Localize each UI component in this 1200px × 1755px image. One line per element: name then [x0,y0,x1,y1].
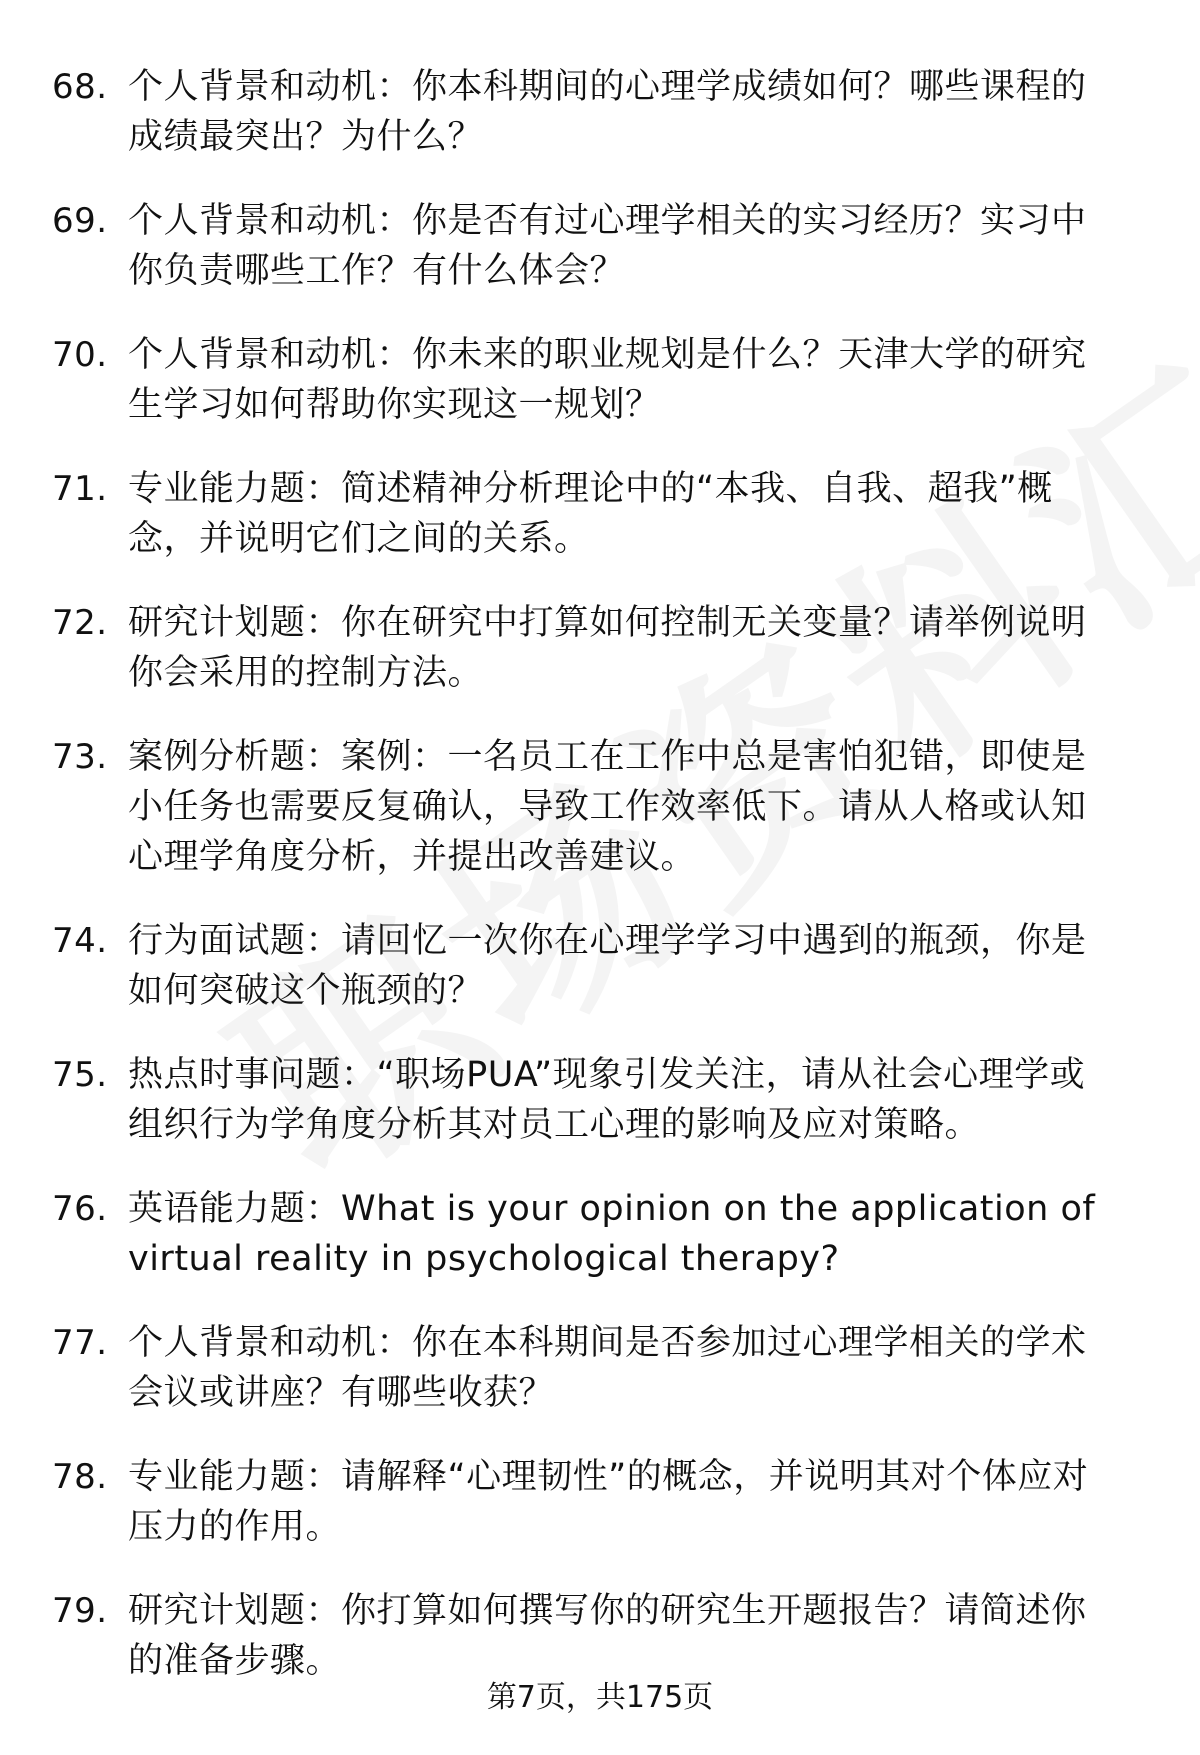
question-item [0,196,1200,296]
question-number: 69. [52,201,108,241]
question-item [0,732,1200,882]
question-item [0,1452,1200,1552]
question-text: 案例分析题：案例：一名员工在工作中总是害怕犯错，即使是小任务也需要反复确认，导致工作效率低下。请从人格或认知心理学角度分析，并提出改善建议。 [128,737,1087,877]
question-item [0,1184,1200,1284]
question-number: 79. [52,1591,108,1631]
question-number: 73. [52,737,108,777]
question-item [0,598,1200,698]
question-list [0,62,1200,1720]
question-item [0,1318,1200,1418]
question-text: 个人背景和动机：你在本科期间是否参加过心理学相关的学术会议或讲座？有哪些收获？ [128,1323,1087,1413]
question-text: 研究计划题：你打算如何撰写你的研究生开题报告？请简述你的准备步骤。 [128,1591,1087,1681]
question-number: 72. [52,603,108,643]
question-number: 75. [52,1055,108,1095]
question-text: 个人背景和动机：你是否有过心理学相关的实习经历？实习中你负责哪些工作？有什么体会？ [128,201,1087,291]
page-number-label: 第7页，共175页 [486,1680,714,1715]
question-text: 专业能力题：简述精神分析理论中的“本我、自我、超我”概念，并说明它们之间的关系。 [128,469,1053,559]
question-text: 个人背景和动机：你未来的职业规划是什么？天津大学的研究生学习如何帮助你实现这一规划？ [128,335,1087,425]
question-item [0,916,1200,1016]
question-number: 68. [52,67,108,107]
question-number: 76. [52,1189,108,1229]
question-number: 77. [52,1323,108,1363]
question-text: 专业能力题：请解释“心理韧性”的概念，并说明其对个体应对压力的作用。 [128,1457,1089,1547]
question-text: 行为面试题：请回忆一次你在心理学学习中遇到的瓶颈，你是如何突破这个瓶颈的？ [128,921,1087,1011]
question-number: 74. [52,921,108,961]
page-footer [0,1678,1200,1718]
question-text: 热点时事问题：“职场PUA”现象引发关注，请从社会心理学或组织行为学角度分析其对员工心理的影响及应对策略。 [128,1055,1086,1145]
question-text: 英语能力题：What is your opinion on the application of virtual reality in psychological therapy? [128,1189,1096,1279]
question-item [0,464,1200,564]
question-text: 研究计划题：你在研究中打算如何控制无关变量？请举例说明你会采用的控制方法。 [128,603,1087,693]
question-number: 70. [52,335,108,375]
question-number: 78. [52,1457,108,1497]
question-item [0,1050,1200,1150]
question-number: 71. [52,469,108,509]
question-item [0,1586,1200,1686]
question-text: 个人背景和动机：你本科期间的心理学成绩如何？哪些课程的成绩最突出？为什么？ [128,67,1087,157]
question-item [0,330,1200,430]
question-item [0,62,1200,162]
